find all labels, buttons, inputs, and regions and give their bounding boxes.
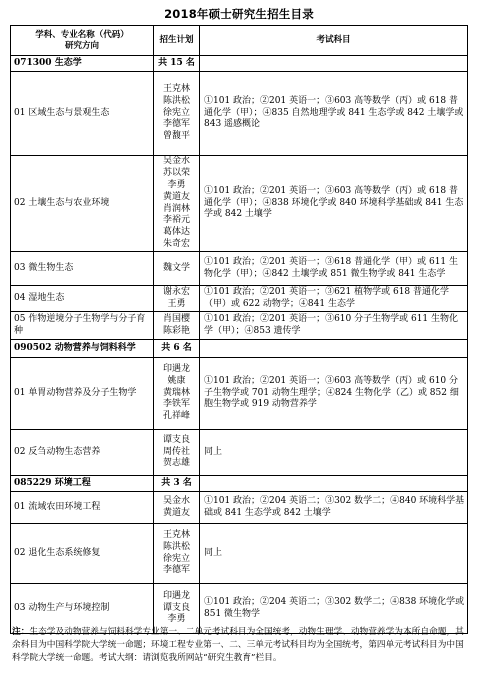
advisor-name: 印遇龙: [162, 590, 190, 601]
section-name: 085229 环境工程: [11, 476, 154, 492]
advisor-name: 黄道友: [162, 507, 190, 518]
advisor-name: 李勇: [167, 179, 186, 190]
section-name: 071300 生态学: [11, 56, 154, 72]
advisor-name: 李勇: [167, 614, 186, 625]
advisor-name: 魏文学: [162, 262, 190, 273]
page-title: 2018年硕士研究生招生目录: [164, 7, 314, 21]
advisor-list: [154, 72, 200, 156]
advisor-list: [154, 524, 200, 584]
footnote: [12, 626, 464, 665]
advisor-name: 周传社: [162, 446, 190, 457]
exam-subjects: ①101 政治；②201 英语一；③610 分子生物学或 611 生物化学（甲）；④853 遗传学: [200, 312, 468, 340]
exam-subjects: ①101 政治；②204 英语二；③302 数学二；④838 环境化学或 851 微生物学: [200, 584, 468, 634]
header-major-line1: 学科、专业名称（代码）: [35, 29, 129, 40]
advisor-name: 孔祥峰: [162, 411, 190, 422]
advisor-name: 李铁军: [162, 399, 190, 410]
advisor-name: 吴金水: [162, 495, 190, 506]
advisor-name: 王克林: [162, 84, 190, 94]
section-name: 090502 动物营养与饲料科学: [11, 340, 154, 358]
advisor-name: 苏以荣: [162, 168, 190, 179]
admissions-table: [10, 25, 468, 634]
advisor-name: 李德军: [162, 565, 190, 576]
section-total: 共 3 名: [154, 476, 200, 492]
section-total: 共 6 名: [154, 340, 200, 358]
advisor-list: [154, 286, 200, 312]
advisor-name: 陈彩艳: [162, 325, 190, 336]
direction-row: [11, 156, 468, 252]
section-total: 共 15 名: [154, 56, 200, 72]
advisor-list: [154, 358, 200, 430]
section-blank: [200, 340, 468, 358]
advisor-name: 谭支良: [162, 434, 190, 445]
direction-row: [11, 286, 468, 312]
advisor-name: 陈洪松: [162, 541, 190, 552]
exam-subjects: ①101 政治；②201 英语一；③618 普通化学（甲）或 611 生物化学（甲）；④842 土壤学或 851 微生物学或 841 生态学: [200, 252, 468, 286]
advisor-name: 王克林: [162, 529, 190, 540]
direction-row: [11, 492, 468, 524]
direction-name: 02 反刍动物生态营养: [11, 430, 154, 476]
exam-subjects: 同上: [200, 430, 468, 476]
direction-name: 05 作物逆境分子生物学与分子育种: [11, 312, 154, 340]
advisor-name: 贺志雄: [162, 458, 190, 469]
header-major-line2: 研究方向: [64, 40, 99, 51]
advisor-name: 谢永宏: [162, 286, 190, 297]
exam-subjects: ①101 政治；②201 英语一；③603 高等数学（丙）或 618 普通化学（甲）；④835 自然地理学或 841 生态学或 842 土壤学或 843 遥感概论: [200, 72, 468, 156]
section-row: [11, 56, 468, 72]
exam-subjects: ①101 政治；②204 英语二；③302 数学二；④840 环境科学基础或 841 生态学或 842 土壤学: [200, 492, 468, 524]
section-blank: [200, 56, 468, 72]
section-row: [11, 340, 468, 358]
footnote-label: 注：: [12, 627, 30, 637]
advisor-name: 李德军: [162, 119, 190, 130]
advisor-list: [154, 156, 200, 252]
exam-subjects: ①101 政治；②201 英语一；③603 高等数学（丙）或 610 分子生物学或 701 动物生理学；④824 生物化学（乙）或 852 细胞生物学或 919 动物营养学: [200, 358, 468, 430]
advisor-list: [154, 492, 200, 524]
advisor-list: [154, 430, 200, 476]
table-header-row: [11, 26, 468, 56]
advisor-name: 曾馥平: [162, 131, 190, 142]
header-major: [11, 26, 154, 56]
exam-subjects: ①101 政治；②201 英语一；③603 高等数学（丙）或 618 普通化学（甲）；④838 环境化学或 840 环境科学基础或 841 生态学或 842 土壤学: [200, 156, 468, 252]
direction-name: 03 微生物生态: [11, 252, 154, 286]
direction-row: [11, 312, 468, 340]
section-blank: [200, 476, 468, 492]
advisor-list: [154, 312, 200, 340]
direction-name: 02 土壤生态与农业环境: [11, 156, 154, 252]
advisor-list: [154, 252, 200, 286]
advisor-name: 陈洪松: [162, 95, 190, 106]
advisor-name: 肖润林: [162, 203, 190, 214]
direction-row: [11, 252, 468, 286]
direction-name: 01 流域农田环境工程: [11, 492, 154, 524]
advisor-name: 葛体达: [162, 227, 190, 238]
advisor-name: 李裕元: [162, 215, 190, 226]
advisor-name: 黄道友: [162, 191, 190, 202]
advisor-name: 谭支良: [162, 602, 190, 613]
advisor-name: 徐宪立: [162, 553, 190, 564]
direction-name: 02 退化生态系统修复: [11, 524, 154, 584]
footnote-text: 生态学及动物营养与饲料科学专业第一、二单元考试科目为全国统考，动物生理学、动物营养学为本所自命题，其余科目为中国科学院大学统一命题；环境工程专业第一、二、三单元考试科目均为全国统考，第四单元考试科目为中国科学院大学统一命题。考试大纲：请浏览我所网站“研究生教育”栏目。: [12, 627, 464, 663]
exam-subjects: 同上: [200, 524, 468, 584]
exam-subjects: ①101 政治；②201 英语一；③621 植物学或 618 普通化学（甲）或 622 动物学；④841 生态学: [200, 286, 468, 312]
direction-row: [11, 358, 468, 430]
header-quota: 招生计划: [154, 26, 200, 56]
direction-row: [11, 524, 468, 584]
direction-name: 01 区域生态与景观生态: [11, 72, 154, 156]
advisor-name: 徐宪立: [162, 107, 190, 118]
direction-row: [11, 430, 468, 476]
advisor-name: 朱奇宏: [162, 238, 190, 249]
advisor-name: 王勇: [167, 298, 186, 309]
direction-row: [11, 72, 468, 156]
advisor-name: 肖国樱: [162, 313, 190, 324]
direction-name: 04 湿地生态: [11, 286, 154, 312]
direction-name: 01 单胃动物营养及分子生物学: [11, 358, 154, 430]
advisor-name: 印遇龙: [162, 364, 190, 374]
advisor-name: 黄瑞林: [162, 387, 190, 398]
advisor-name: 姚康: [167, 375, 186, 386]
direction-name: 03 动物生产与环境控制: [11, 584, 154, 634]
header-exam: 考试科目: [200, 26, 468, 56]
advisor-name: 吴金水: [162, 156, 190, 167]
section-row: [11, 476, 468, 492]
table-body: [11, 56, 468, 634]
